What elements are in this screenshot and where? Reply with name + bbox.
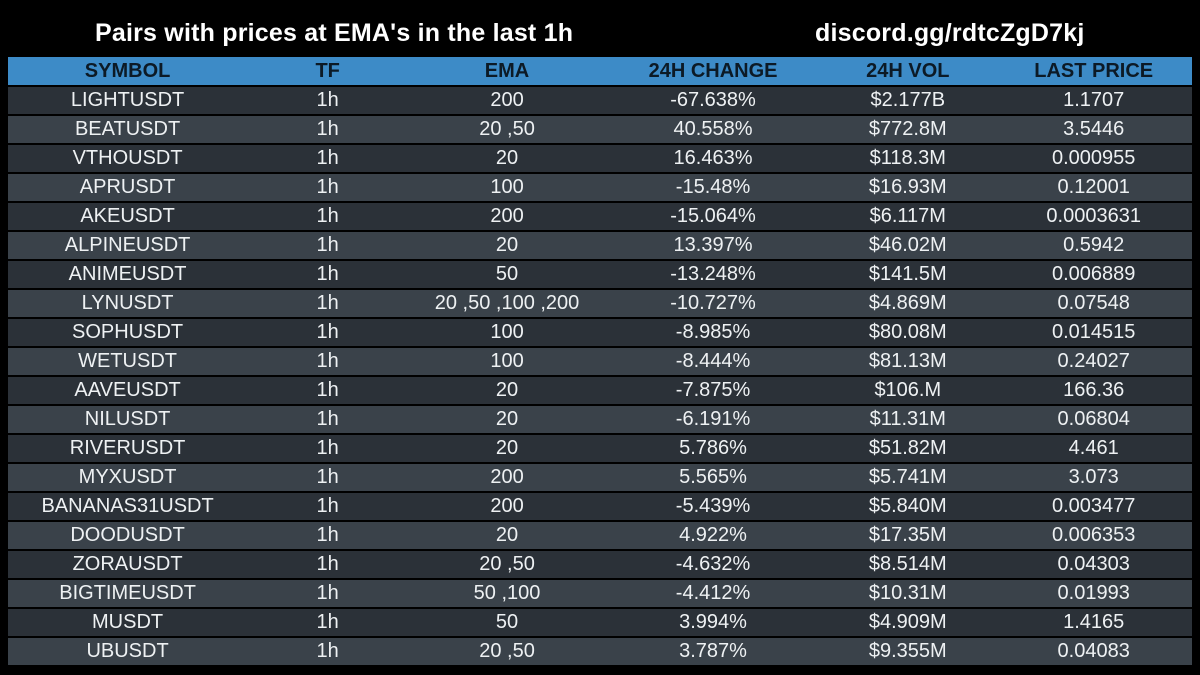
cell-24h-vol: $4.909M xyxy=(820,609,995,636)
cell-24h-vol: $51.82M xyxy=(820,435,995,462)
cell-tf: 1h xyxy=(247,464,408,491)
cell-tf: 1h xyxy=(247,87,408,114)
table-row xyxy=(8,377,1192,404)
cell-ema: 20 xyxy=(408,522,606,549)
cell-24h-change: 3.994% xyxy=(606,609,820,636)
cell-last-price: 3.5446 xyxy=(995,116,1192,143)
cell-ema: 200 xyxy=(408,203,606,230)
cell-24h-change: -13.248% xyxy=(606,261,820,288)
cell-ema: 20 ,50 xyxy=(408,116,606,143)
cell-24h-vol: $10.31M xyxy=(820,580,995,607)
table-row xyxy=(8,319,1192,346)
cell-last-price: 0.04083 xyxy=(995,638,1192,665)
cell-ema: 50 xyxy=(408,261,606,288)
cell-ema: 20 ,50 xyxy=(408,638,606,665)
cell-symbol: MUSDT xyxy=(8,609,247,636)
cell-last-price: 0.5942 xyxy=(995,232,1192,259)
table-body xyxy=(8,87,1192,665)
pairs-table xyxy=(8,55,1192,667)
cell-last-price: 4.461 xyxy=(995,435,1192,462)
cell-last-price: 0.006889 xyxy=(995,261,1192,288)
cell-24h-vol: $5.741M xyxy=(820,464,995,491)
cell-24h-vol: $2.177B xyxy=(820,87,995,114)
cell-24h-change: -6.191% xyxy=(606,406,820,433)
cell-tf: 1h xyxy=(247,377,408,404)
cell-tf: 1h xyxy=(247,609,408,636)
cell-last-price: 0.24027 xyxy=(995,348,1192,375)
cell-last-price: 166.36 xyxy=(995,377,1192,404)
table-row xyxy=(8,261,1192,288)
cell-symbol: AAVEUSDT xyxy=(8,377,247,404)
cell-24h-vol: $4.869M xyxy=(820,290,995,317)
cell-24h-change: -10.727% xyxy=(606,290,820,317)
cell-tf: 1h xyxy=(247,232,408,259)
cell-last-price: 0.0003631 xyxy=(995,203,1192,230)
table-row xyxy=(8,203,1192,230)
cell-symbol: NILUSDT xyxy=(8,406,247,433)
cell-24h-vol: $81.13M xyxy=(820,348,995,375)
cell-tf: 1h xyxy=(247,580,408,607)
table-row xyxy=(8,348,1192,375)
cell-24h-change: -8.985% xyxy=(606,319,820,346)
cell-tf: 1h xyxy=(247,319,408,346)
cell-24h-vol: $9.355M xyxy=(820,638,995,665)
cell-last-price: 0.12001 xyxy=(995,174,1192,201)
table-row xyxy=(8,406,1192,433)
cell-last-price: 0.06804 xyxy=(995,406,1192,433)
cell-ema: 200 xyxy=(408,87,606,114)
table-row xyxy=(8,638,1192,665)
cell-24h-change: 16.463% xyxy=(606,145,820,172)
cell-24h-vol: $6.117M xyxy=(820,203,995,230)
cell-symbol: APRUSDT xyxy=(8,174,247,201)
cell-symbol: ANIMEUSDT xyxy=(8,261,247,288)
table-row xyxy=(8,609,1192,636)
cell-ema: 20 ,50 ,100 ,200 xyxy=(408,290,606,317)
cell-tf: 1h xyxy=(247,203,408,230)
table-row xyxy=(8,232,1192,259)
cell-tf: 1h xyxy=(247,348,408,375)
table-row xyxy=(8,290,1192,317)
cell-24h-change: -4.632% xyxy=(606,551,820,578)
cell-ema: 20 xyxy=(408,406,606,433)
cell-24h-change: 3.787% xyxy=(606,638,820,665)
column-header-symbol: SYMBOL xyxy=(8,57,247,85)
cell-ema: 100 xyxy=(408,348,606,375)
cell-last-price: 0.000955 xyxy=(995,145,1192,172)
column-header-ema: EMA xyxy=(408,57,606,85)
cell-symbol: SOPHUSDT xyxy=(8,319,247,346)
column-header-24h-change: 24H CHANGE xyxy=(606,57,820,85)
cell-24h-vol: $772.8M xyxy=(820,116,995,143)
table-row xyxy=(8,174,1192,201)
cell-tf: 1h xyxy=(247,638,408,665)
cell-last-price: 0.006353 xyxy=(995,522,1192,549)
column-header-last-price: LAST PRICE xyxy=(995,57,1192,85)
cell-24h-vol: $80.08M xyxy=(820,319,995,346)
cell-last-price: 0.01993 xyxy=(995,580,1192,607)
cell-symbol: ZORAUSDT xyxy=(8,551,247,578)
cell-tf: 1h xyxy=(247,551,408,578)
cell-tf: 1h xyxy=(247,290,408,317)
cell-symbol: DOODUSDT xyxy=(8,522,247,549)
cell-symbol: LIGHTUSDT xyxy=(8,87,247,114)
cell-last-price: 0.04303 xyxy=(995,551,1192,578)
cell-symbol: VTHOUSDT xyxy=(8,145,247,172)
cell-24h-change: -15.48% xyxy=(606,174,820,201)
cell-last-price: 0.003477 xyxy=(995,493,1192,520)
cell-tf: 1h xyxy=(247,145,408,172)
cell-24h-change: -67.638% xyxy=(606,87,820,114)
cell-tf: 1h xyxy=(247,406,408,433)
cell-symbol: RIVERUSDT xyxy=(8,435,247,462)
cell-symbol: ALPINEUSDT xyxy=(8,232,247,259)
cell-tf: 1h xyxy=(247,116,408,143)
cell-ema: 50 xyxy=(408,609,606,636)
cell-24h-change: 40.558% xyxy=(606,116,820,143)
table-row xyxy=(8,87,1192,114)
cell-24h-change: 5.786% xyxy=(606,435,820,462)
cell-24h-vol: $11.31M xyxy=(820,406,995,433)
cell-24h-change: 13.397% xyxy=(606,232,820,259)
table-row xyxy=(8,522,1192,549)
cell-tf: 1h xyxy=(247,522,408,549)
cell-symbol: BANANAS31USDT xyxy=(8,493,247,520)
cell-tf: 1h xyxy=(247,493,408,520)
cell-last-price: 0.07548 xyxy=(995,290,1192,317)
table-row xyxy=(8,464,1192,491)
cell-24h-change: 4.922% xyxy=(606,522,820,549)
cell-symbol: MYXUSDT xyxy=(8,464,247,491)
cell-symbol: AKEUSDT xyxy=(8,203,247,230)
cell-24h-vol: $16.93M xyxy=(820,174,995,201)
cell-last-price: 1.4165 xyxy=(995,609,1192,636)
table-row xyxy=(8,580,1192,607)
cell-ema: 20 ,50 xyxy=(408,551,606,578)
cell-24h-change: 5.565% xyxy=(606,464,820,491)
cell-ema: 20 xyxy=(408,435,606,462)
cell-ema: 100 xyxy=(408,319,606,346)
cell-symbol: UBUSDT xyxy=(8,638,247,665)
discord-invite-text: discord.gg/rdtcZgD7kj xyxy=(815,19,1085,47)
cell-24h-vol: $8.514M xyxy=(820,551,995,578)
table-row xyxy=(8,493,1192,520)
cell-24h-vol: $118.3M xyxy=(820,145,995,172)
cell-last-price: 1.1707 xyxy=(995,87,1192,114)
page-title: Pairs with prices at EMA's in the last 1h xyxy=(95,19,574,47)
cell-ema: 20 xyxy=(408,145,606,172)
cell-last-price: 3.073 xyxy=(995,464,1192,491)
table-header-row xyxy=(8,57,1192,85)
cell-ema: 100 xyxy=(408,174,606,201)
cell-symbol: BIGTIMEUSDT xyxy=(8,580,247,607)
cell-tf: 1h xyxy=(247,435,408,462)
cell-symbol: WETUSDT xyxy=(8,348,247,375)
table-row xyxy=(8,116,1192,143)
table-row xyxy=(8,435,1192,462)
table-row xyxy=(8,145,1192,172)
cell-ema: 20 xyxy=(408,377,606,404)
cell-24h-vol: $141.5M xyxy=(820,261,995,288)
cell-symbol: BEATUSDT xyxy=(8,116,247,143)
cell-24h-change: -15.064% xyxy=(606,203,820,230)
cell-24h-vol: $5.840M xyxy=(820,493,995,520)
cell-ema: 50 ,100 xyxy=(408,580,606,607)
table-row xyxy=(8,551,1192,578)
cell-24h-vol: $46.02M xyxy=(820,232,995,259)
column-header-24h-vol: 24H VOL xyxy=(820,57,995,85)
cell-ema: 20 xyxy=(408,232,606,259)
column-header-tf: TF xyxy=(247,57,408,85)
cell-24h-change: -7.875% xyxy=(606,377,820,404)
cell-24h-change: -5.439% xyxy=(606,493,820,520)
cell-symbol: LYNUSDT xyxy=(8,290,247,317)
cell-24h-change: -8.444% xyxy=(606,348,820,375)
cell-ema: 200 xyxy=(408,464,606,491)
cell-tf: 1h xyxy=(247,174,408,201)
cell-24h-vol: $17.35M xyxy=(820,522,995,549)
cell-24h-change: -4.412% xyxy=(606,580,820,607)
cell-24h-vol: $106.M xyxy=(820,377,995,404)
cell-tf: 1h xyxy=(247,261,408,288)
cell-last-price: 0.014515 xyxy=(995,319,1192,346)
cell-ema: 200 xyxy=(408,493,606,520)
